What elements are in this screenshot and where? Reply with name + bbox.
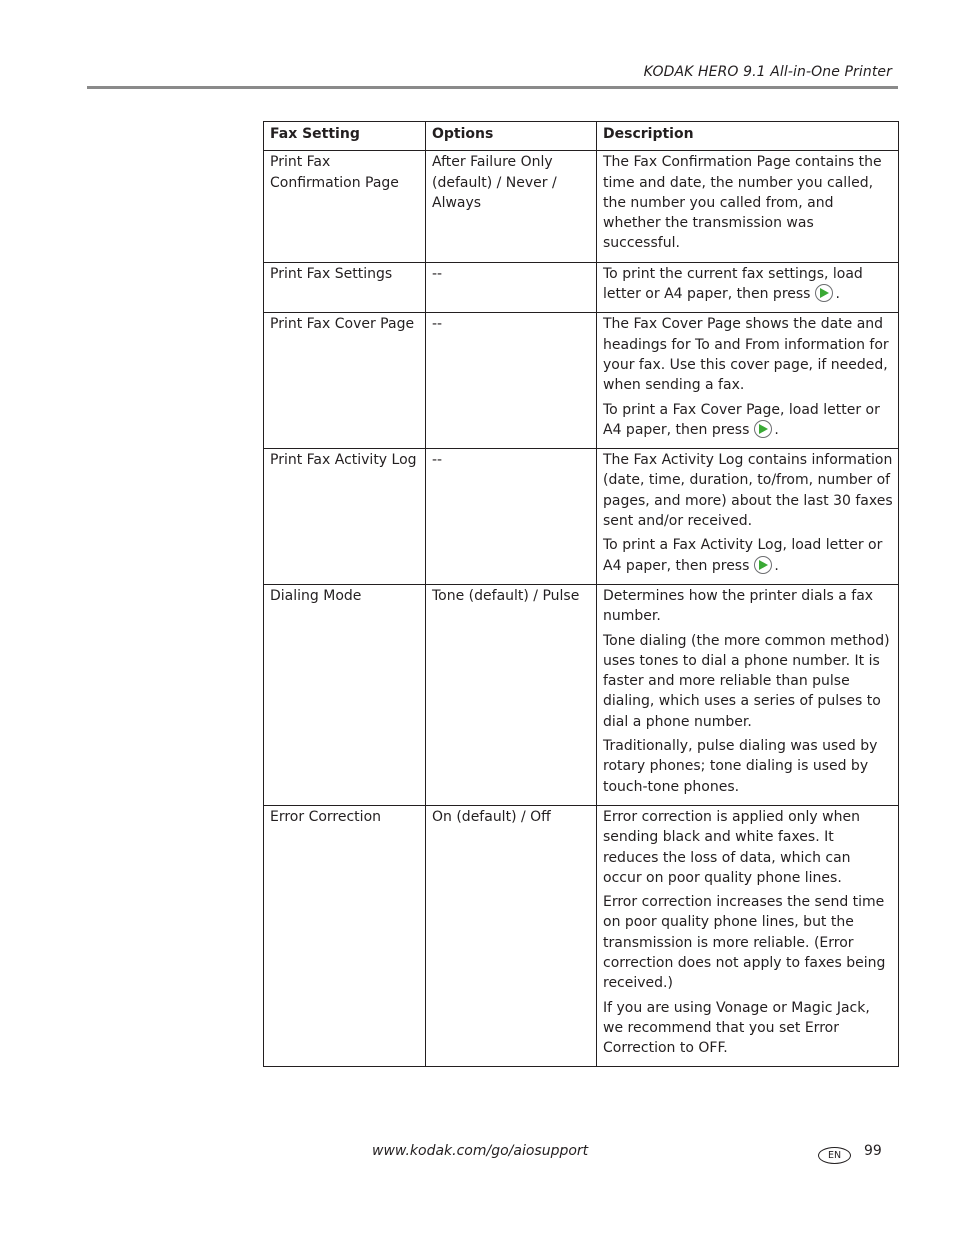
table-row [264, 449, 899, 585]
header-rule [87, 86, 898, 89]
setting-cell: Print Fax Activity Log [264, 449, 426, 585]
column-header-setting: Fax Setting [264, 122, 426, 151]
description-cell [597, 584, 899, 805]
description-cell [597, 805, 899, 1067]
start-play-icon [815, 284, 833, 302]
running-header-title: KODAK HERO 9.1 All-in-One Printer [643, 64, 892, 80]
description-paragraph: Determines how the printer dials a fax number. [603, 587, 874, 625]
setting-cell: Print Fax Confirmation Page [264, 151, 426, 262]
options-cell: -- [426, 313, 597, 449]
setting-cell: Print Fax Cover Page [264, 313, 426, 449]
fax-settings-table [263, 121, 899, 1067]
setting-cell: Error Correction [264, 805, 426, 1067]
table-header-row [264, 122, 899, 151]
description-cell [597, 449, 899, 585]
options-cell: Tone (default) / Pulse [426, 584, 597, 805]
description-cell [597, 262, 899, 313]
setting-cell: Print Fax Settings [264, 262, 426, 313]
table-row [264, 313, 899, 449]
description-text: To print a Fax Activity Log, load letter or A4 paper, then press [603, 537, 883, 574]
description-paragraph: Error correction increases the send time on poor quality phone lines, but the transmission is more reliable. (Error correction does not apply to faxes being received.) [603, 894, 886, 992]
description-paragraph: Tone dialing (the more common method) uses tones to dial a phone number. It is faster and more reliable than pulse dialing, which uses a series of pulses to dial a phone number. [603, 632, 890, 730]
footer-support-url[interactable]: www.kodak.com/go/aiosupport [372, 1143, 589, 1159]
language-badge: EN [818, 1147, 851, 1164]
description-cell [597, 151, 899, 262]
table-row [264, 805, 899, 1067]
description-paragraph: To print a Fax Activity Log, load letter or A4 paper, then press . [603, 537, 883, 574]
start-play-icon [754, 420, 772, 438]
options-cell: -- [426, 449, 597, 585]
description-paragraph: If you are using Vonage or Magic Jack, we recommend that you set Error Correction to OFF. [603, 999, 870, 1057]
options-cell: -- [426, 262, 597, 313]
table-row [264, 151, 899, 262]
description-paragraph: To print a Fax Cover Page, load letter or A4 paper, then press . [603, 401, 880, 438]
description-paragraph: The Fax Confirmation Page contains the time and date, the number you called, the number you called from, and whether the transmission was successful. [603, 154, 882, 252]
description-paragraph: The Fax Cover Page shows the date and headings for To and From information for your fax. Use this cover page, if needed, when sending a fax. [603, 316, 889, 394]
description-paragraph: To print the current fax settings, load letter or A4 paper, then press . [603, 265, 863, 303]
table-row [264, 262, 899, 313]
description-text: To print the current fax settings, load letter or A4 paper, then press [603, 265, 863, 303]
column-header-options: Options [426, 122, 597, 151]
column-header-description: Description [597, 122, 899, 151]
page-number: 99 [864, 1143, 882, 1159]
table-row [264, 584, 899, 805]
description-text: To print a Fax Cover Page, load letter or A4 paper, then press [603, 401, 880, 438]
description-paragraph: Error correction is applied only when sending black and white faxes. It reduces the loss of data, which can occur on poor quality phone lines. [603, 808, 860, 886]
start-play-icon [754, 556, 772, 574]
description-paragraph: Traditionally, pulse dialing was used by rotary phones; tone dialing is used by touch-tone phones. [603, 738, 878, 795]
description-cell [597, 313, 899, 449]
options-cell: After Failure Only (default) / Never / Always [426, 151, 597, 262]
description-paragraph: The Fax Activity Log contains information (date, time, duration, to/from, number of pages, and more) about the last 30 faxes sent and/or received. [603, 452, 893, 530]
options-cell: On (default) / Off [426, 805, 597, 1067]
setting-cell: Dialing Mode [264, 584, 426, 805]
